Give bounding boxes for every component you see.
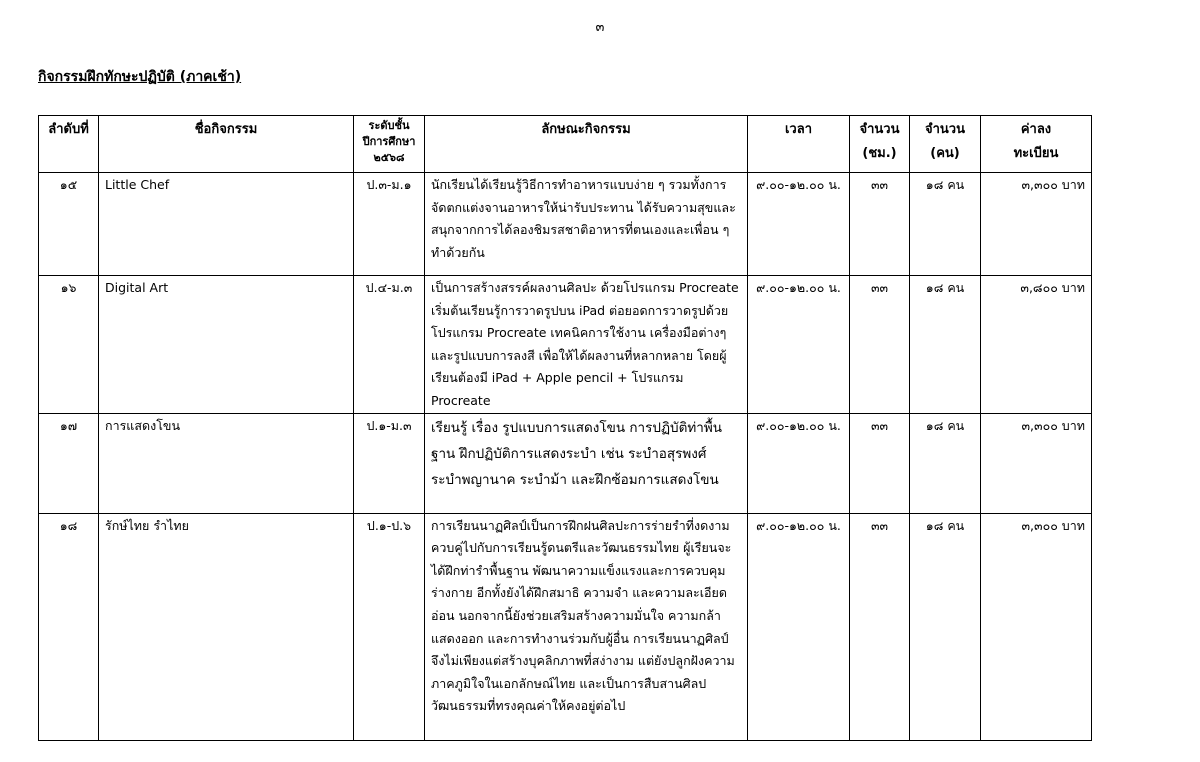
header-time: เวลา: [748, 116, 850, 173]
cell-no: ๑๕: [39, 173, 99, 276]
table-row: [39, 173, 1092, 276]
cell-fee: ๓,๓๐๐ บาท: [981, 173, 1092, 276]
cell-no: ๑๖: [39, 276, 99, 414]
cell-fee: ๓,๓๐๐ บาท: [981, 513, 1092, 740]
cell-people: ๑๘ คน: [910, 276, 981, 414]
cell-time: ๙.๐๐-๑๒.๐๐ น.: [748, 513, 850, 740]
section-title: กิจกรรมฝึกทักษะปฏิบัติ (ภาคเช้า): [38, 69, 242, 85]
cell-time: ๙.๐๐-๑๒.๐๐ น.: [748, 173, 850, 276]
cell-grade: ป.๑-ป.๖: [354, 513, 425, 740]
header-fee-line1: ค่าลง: [1020, 122, 1052, 137]
cell-grade: ป.๓-ม.๑: [354, 173, 425, 276]
cell-description: การเรียนนาฏศิลป์เป็นการฝึกฝนศิลปะการร่ายรำที่งดงามควบคู่ไปกับการเรียนรู้ดนตรีและวัฒนธรรมไทย ผู้เรียนจะได้ฝึกท่ารำพื้นฐาน พัฒนาความแข็งแรงและการควบคุมร่างกาย อีกทั้งยังได้ฝึกสมาธิ ความจำ และความละเอียดอ่อน นอกจากนี้ยังช่วยเสริมสร้างความมั่นใจ ความกล้าแสดงออก และการทำงานร่วมกับผู้อื่น การเรียนนาฏศิลป์จึงไม่เพียงแต่สร้างบุคลิกภาพที่สง่างาม แต่ยังปลูกฝังความภาคภูมิใจในเอกลักษณ์ไทย และเป็นการสืบสานศิลปวัฒนธรรมที่ทรงคุณค่าให้คงอยู่ต่อไป: [425, 513, 748, 740]
header-grade-line1: ระดับชั้น: [368, 119, 410, 132]
cell-hours: ๓๓: [850, 413, 910, 513]
cell-no: ๑๗: [39, 413, 99, 513]
cell-grade: ป.๑-ม.๓: [354, 413, 425, 513]
table-row: [39, 276, 1092, 414]
cell-description: เรียนรู้ เรื่อง รูปแบบการแสดงโขน การปฏิบัติท่าพื้นฐาน ฝึกปฏิบัติการแสดงระบำ เช่น ระบำอสุรพงศ์ ระบำพญานาค ระบำม้า และฝึกซ้อมการแสดงโขน: [425, 413, 748, 513]
table-header-row: [39, 116, 1092, 173]
header-hours: [850, 116, 910, 173]
header-no: ลำดับที่: [39, 116, 99, 173]
cell-time: ๙.๐๐-๑๒.๐๐ น.: [748, 276, 850, 414]
header-hours-line1: จำนวน: [859, 122, 900, 137]
cell-people: ๑๘ คน: [910, 513, 981, 740]
cell-hours: ๓๓: [850, 173, 910, 276]
header-people-line1: จำนวน: [925, 122, 965, 137]
cell-time: ๙.๐๐-๑๒.๐๐ น.: [748, 413, 850, 513]
table-row: [39, 513, 1092, 740]
header-grade: [354, 116, 425, 173]
header-fee: [981, 116, 1092, 173]
header-people: [910, 116, 981, 173]
header-grade-line2: ปีการศึกษา: [362, 135, 416, 148]
header-people-line2: (คน): [930, 146, 960, 161]
table-row: [39, 413, 1092, 513]
cell-name: รักษ์ไทย รำไทย: [99, 513, 354, 740]
header-name: ชื่อกิจกรรม: [99, 116, 354, 173]
cell-fee: ๓,๘๐๐ บาท: [981, 276, 1092, 414]
header-grade-line3: ๒๕๖๘: [373, 151, 405, 164]
cell-hours: ๓๓: [850, 276, 910, 414]
cell-name: Digital Art: [99, 276, 354, 414]
cell-description: นักเรียนได้เรียนรู้วิธีการทำอาหารแบบง่าย ๆ รวมทั้งการจัดตกแต่งจานอาหารให้น่ารับประทาน ได้รับความสุขและสนุกจากการได้ลองชิมรสชาติอาหารที่ตนเองและเพื่อน ๆ ทำด้วยกัน: [425, 173, 748, 276]
cell-description: เป็นการสร้างสรรค์ผลงานศิลปะ ด้วยโปรแกรม Procreate เริ่มต้นเรียนรู้การวาดรูปบน iPad ต่อยอดการวาดรูปด้วยโปรแกรม Procreate เทคนิคการใช้งาน เครื่องมือต่างๆ และรูปแบบการลงสี เพื่อให้ได้ผลงานที่หลากหลาย โดยผู้เรียนต้องมี iPad + Apple pencil + โปรแกรม Procreate: [425, 276, 748, 414]
cell-people: ๑๘ คน: [910, 413, 981, 513]
cell-name: Little Chef: [99, 173, 354, 276]
cell-people: ๑๘ คน: [910, 173, 981, 276]
cell-no: ๑๘: [39, 513, 99, 740]
header-fee-line2: ทะเบียน: [1013, 146, 1059, 161]
header-desc: ลักษณะกิจกรรม: [425, 116, 748, 173]
cell-name: การแสดงโขน: [99, 413, 354, 513]
cell-hours: ๓๓: [850, 513, 910, 740]
header-hours-line2: (ชม.): [862, 146, 897, 161]
page-number: ๓: [595, 20, 605, 35]
activities-table: [38, 115, 1092, 741]
cell-fee: ๓,๓๐๐ บาท: [981, 413, 1092, 513]
cell-grade: ป.๔-ม.๓: [354, 276, 425, 414]
